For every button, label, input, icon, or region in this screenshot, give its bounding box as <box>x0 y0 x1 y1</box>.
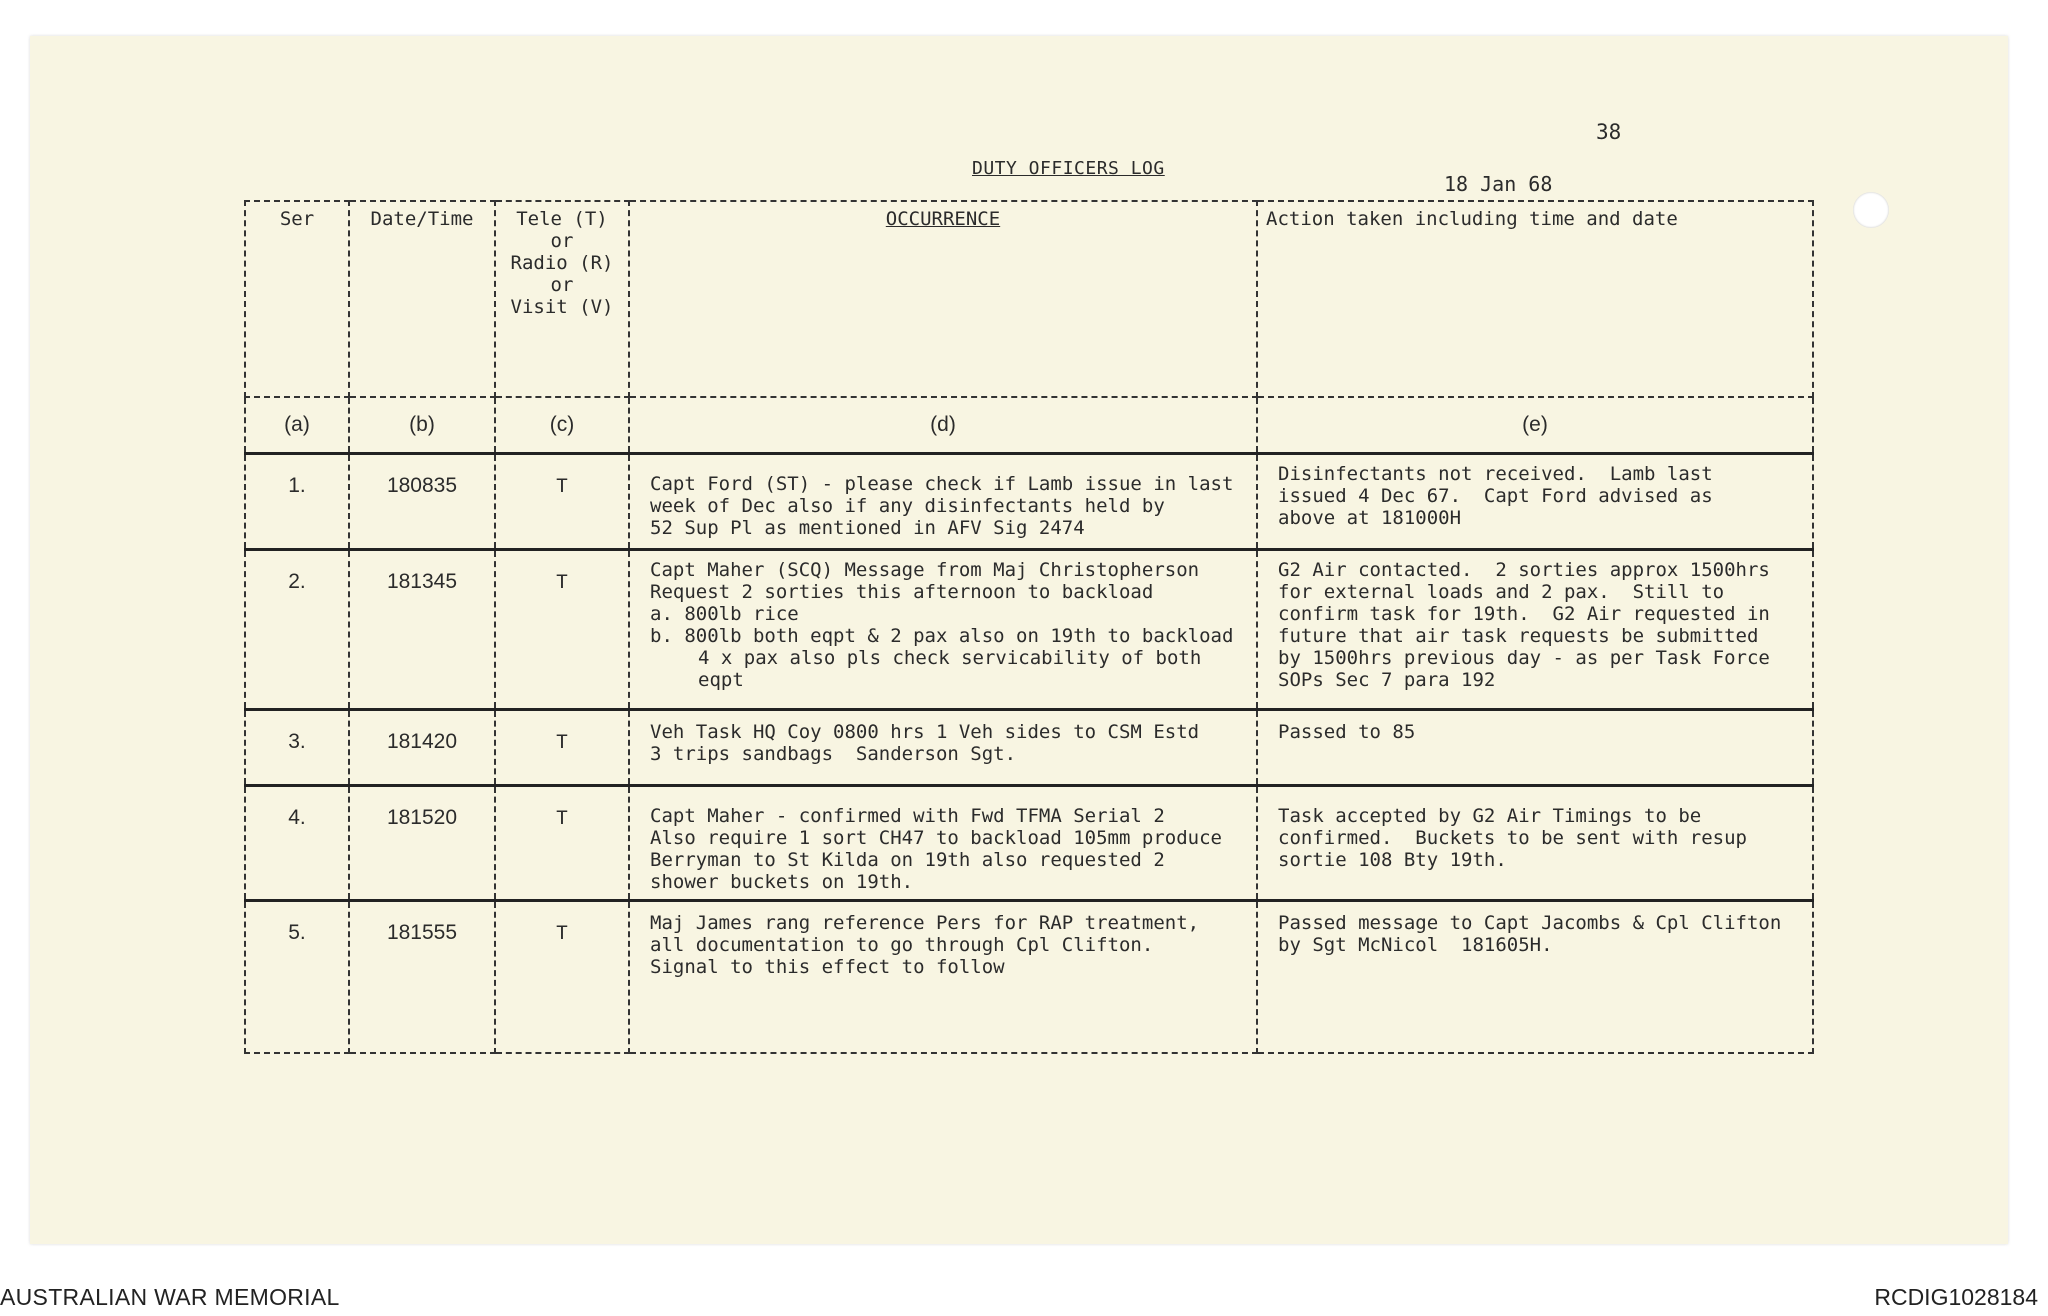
occurrence-item: a. 800lb rice <box>650 603 799 625</box>
cell-datetime: 181555 <box>349 901 495 1053</box>
text-line: for external loads and 2 pax. Still to <box>1278 581 1725 603</box>
cell-ser: 2. <box>245 550 349 710</box>
cell-method: T <box>495 786 629 901</box>
text-line: all documentation to go through Cpl Clifton. <box>650 934 1154 956</box>
header-method-line: Tele (T) <box>516 208 608 230</box>
text-line: Task accepted by G2 Air Timings to be <box>1278 805 1702 827</box>
text-line: shower buckets on 19th. <box>650 871 914 893</box>
text-line: Capt Ford (ST) - please check if Lamb issue in last <box>650 473 1234 495</box>
header-ser: Ser <box>245 201 349 397</box>
column-letter: (d) <box>629 397 1257 454</box>
text-line: Maj James rang reference Pers for RAP treatment, <box>650 912 1200 934</box>
column-letter: (b) <box>349 397 495 454</box>
cell-occurrence <box>629 454 1257 550</box>
cell-action <box>1257 710 1813 786</box>
header-occurrence <box>629 201 1257 397</box>
text-line: Passed to 85 <box>1278 721 1416 743</box>
column-letter: (a) <box>245 397 349 454</box>
cell-action <box>1257 550 1813 710</box>
cell-occurrence <box>629 901 1257 1053</box>
cell-occurrence <box>629 550 1257 710</box>
text-line: above at 181000H <box>1278 507 1462 529</box>
cell-ser: 5. <box>245 901 349 1053</box>
text-line: SOPs Sec 7 para 192 <box>1278 669 1496 691</box>
column-letters-row <box>245 397 1813 454</box>
column-letter: (c) <box>495 397 629 454</box>
text-line: week of Dec also if any disinfectants held by <box>650 495 1165 517</box>
punch-hole <box>1853 192 1889 228</box>
cell-action <box>1257 786 1813 901</box>
cell-datetime: 181520 <box>349 786 495 901</box>
cell-method: T <box>495 901 629 1053</box>
text-line: issued 4 Dec 67. Capt Ford advised as <box>1278 485 1713 507</box>
header-method-line: or <box>550 274 574 296</box>
header-row <box>245 201 1813 397</box>
cell-method: T <box>495 550 629 710</box>
header-datetime: Date/Time <box>349 201 495 397</box>
text-line: G2 Air contacted. 2 sorties approx 1500hrs <box>1278 559 1770 581</box>
table-row <box>245 550 1813 710</box>
cell-ser: 3. <box>245 710 349 786</box>
text-line: Berryman to St Kilda on 19th also requested 2 <box>650 849 1165 871</box>
text-line: confirm task for 19th. G2 Air requested in <box>1278 603 1770 625</box>
header-method <box>495 201 629 397</box>
text-line: future that air task requests be submitted <box>1278 625 1759 647</box>
table-row <box>245 454 1813 550</box>
text-line: Capt Maher - confirmed with Fwd TFMA Serial 2 <box>650 805 1165 827</box>
header-occurrence-label: OCCURRENCE <box>885 208 1001 230</box>
table-row <box>245 901 1813 1053</box>
cell-action <box>1257 901 1813 1053</box>
document-date: 18 Jan 68 <box>1444 172 1553 196</box>
cell-method: T <box>495 710 629 786</box>
text-line: confirmed. Buckets to be sent with resup <box>1278 827 1747 849</box>
page-number: 38 <box>1596 120 1622 144</box>
cell-occurrence <box>629 710 1257 786</box>
cell-datetime: 180835 <box>349 454 495 550</box>
text-line: Request 2 sorties this afternoon to backload <box>650 581 1154 603</box>
table-row <box>245 786 1813 901</box>
cell-action <box>1257 454 1813 550</box>
cell-ser: 4. <box>245 786 349 901</box>
table-row <box>245 710 1813 786</box>
header-method-line: or <box>550 230 574 252</box>
text-line: Capt Maher (SCQ) Message from Maj Christopherson <box>650 559 1200 581</box>
column-letter: (e) <box>1257 397 1813 454</box>
cell-occurrence <box>629 786 1257 901</box>
text-line: Signal to this effect to follow <box>650 956 1005 978</box>
cell-method: T <box>495 454 629 550</box>
footer-id: RCDIG1028184 <box>1874 1284 2038 1310</box>
text-line: Passed message to Capt Jacombs & Cpl Clifton <box>1278 912 1782 934</box>
text-line: 52 Sup Pl as mentioned in AFV Sig 2474 <box>650 517 1085 539</box>
text-line: by 1500hrs previous day - as per Task Force <box>1278 647 1770 669</box>
cell-ser: 1. <box>245 454 349 550</box>
text-line: Also require 1 sort CH47 to backload 105mm produce <box>650 827 1222 849</box>
text-line: 3 trips sandbags Sanderson Sgt. <box>650 743 1017 765</box>
text-line: Disinfectants not received. Lamb last <box>1278 463 1713 485</box>
duty-log-table <box>244 200 1814 1054</box>
cell-datetime: 181345 <box>349 550 495 710</box>
occurrence-item: b. 800lb both eqpt & 2 pax also on 19th to backload 4 x pax also pls check servicability of both eqpt <box>650 625 1234 691</box>
document-title: DUTY OFFICERS LOG <box>972 158 1165 179</box>
text-line: by Sgt McNicol 181605H. <box>1278 934 1553 956</box>
cell-datetime: 181420 <box>349 710 495 786</box>
text-line: Veh Task HQ Coy 0800 hrs 1 Veh sides to CSM Estd <box>650 721 1200 743</box>
header-method-line: Visit (V) <box>510 296 614 318</box>
header-action: Action taken including time and date <box>1257 201 1813 397</box>
header-method-line: Radio (R) <box>510 252 614 274</box>
text-line: sortie 108 Bty 19th. <box>1278 849 1507 871</box>
footer-source: AUSTRALIAN WAR MEMORIAL <box>0 1284 340 1310</box>
